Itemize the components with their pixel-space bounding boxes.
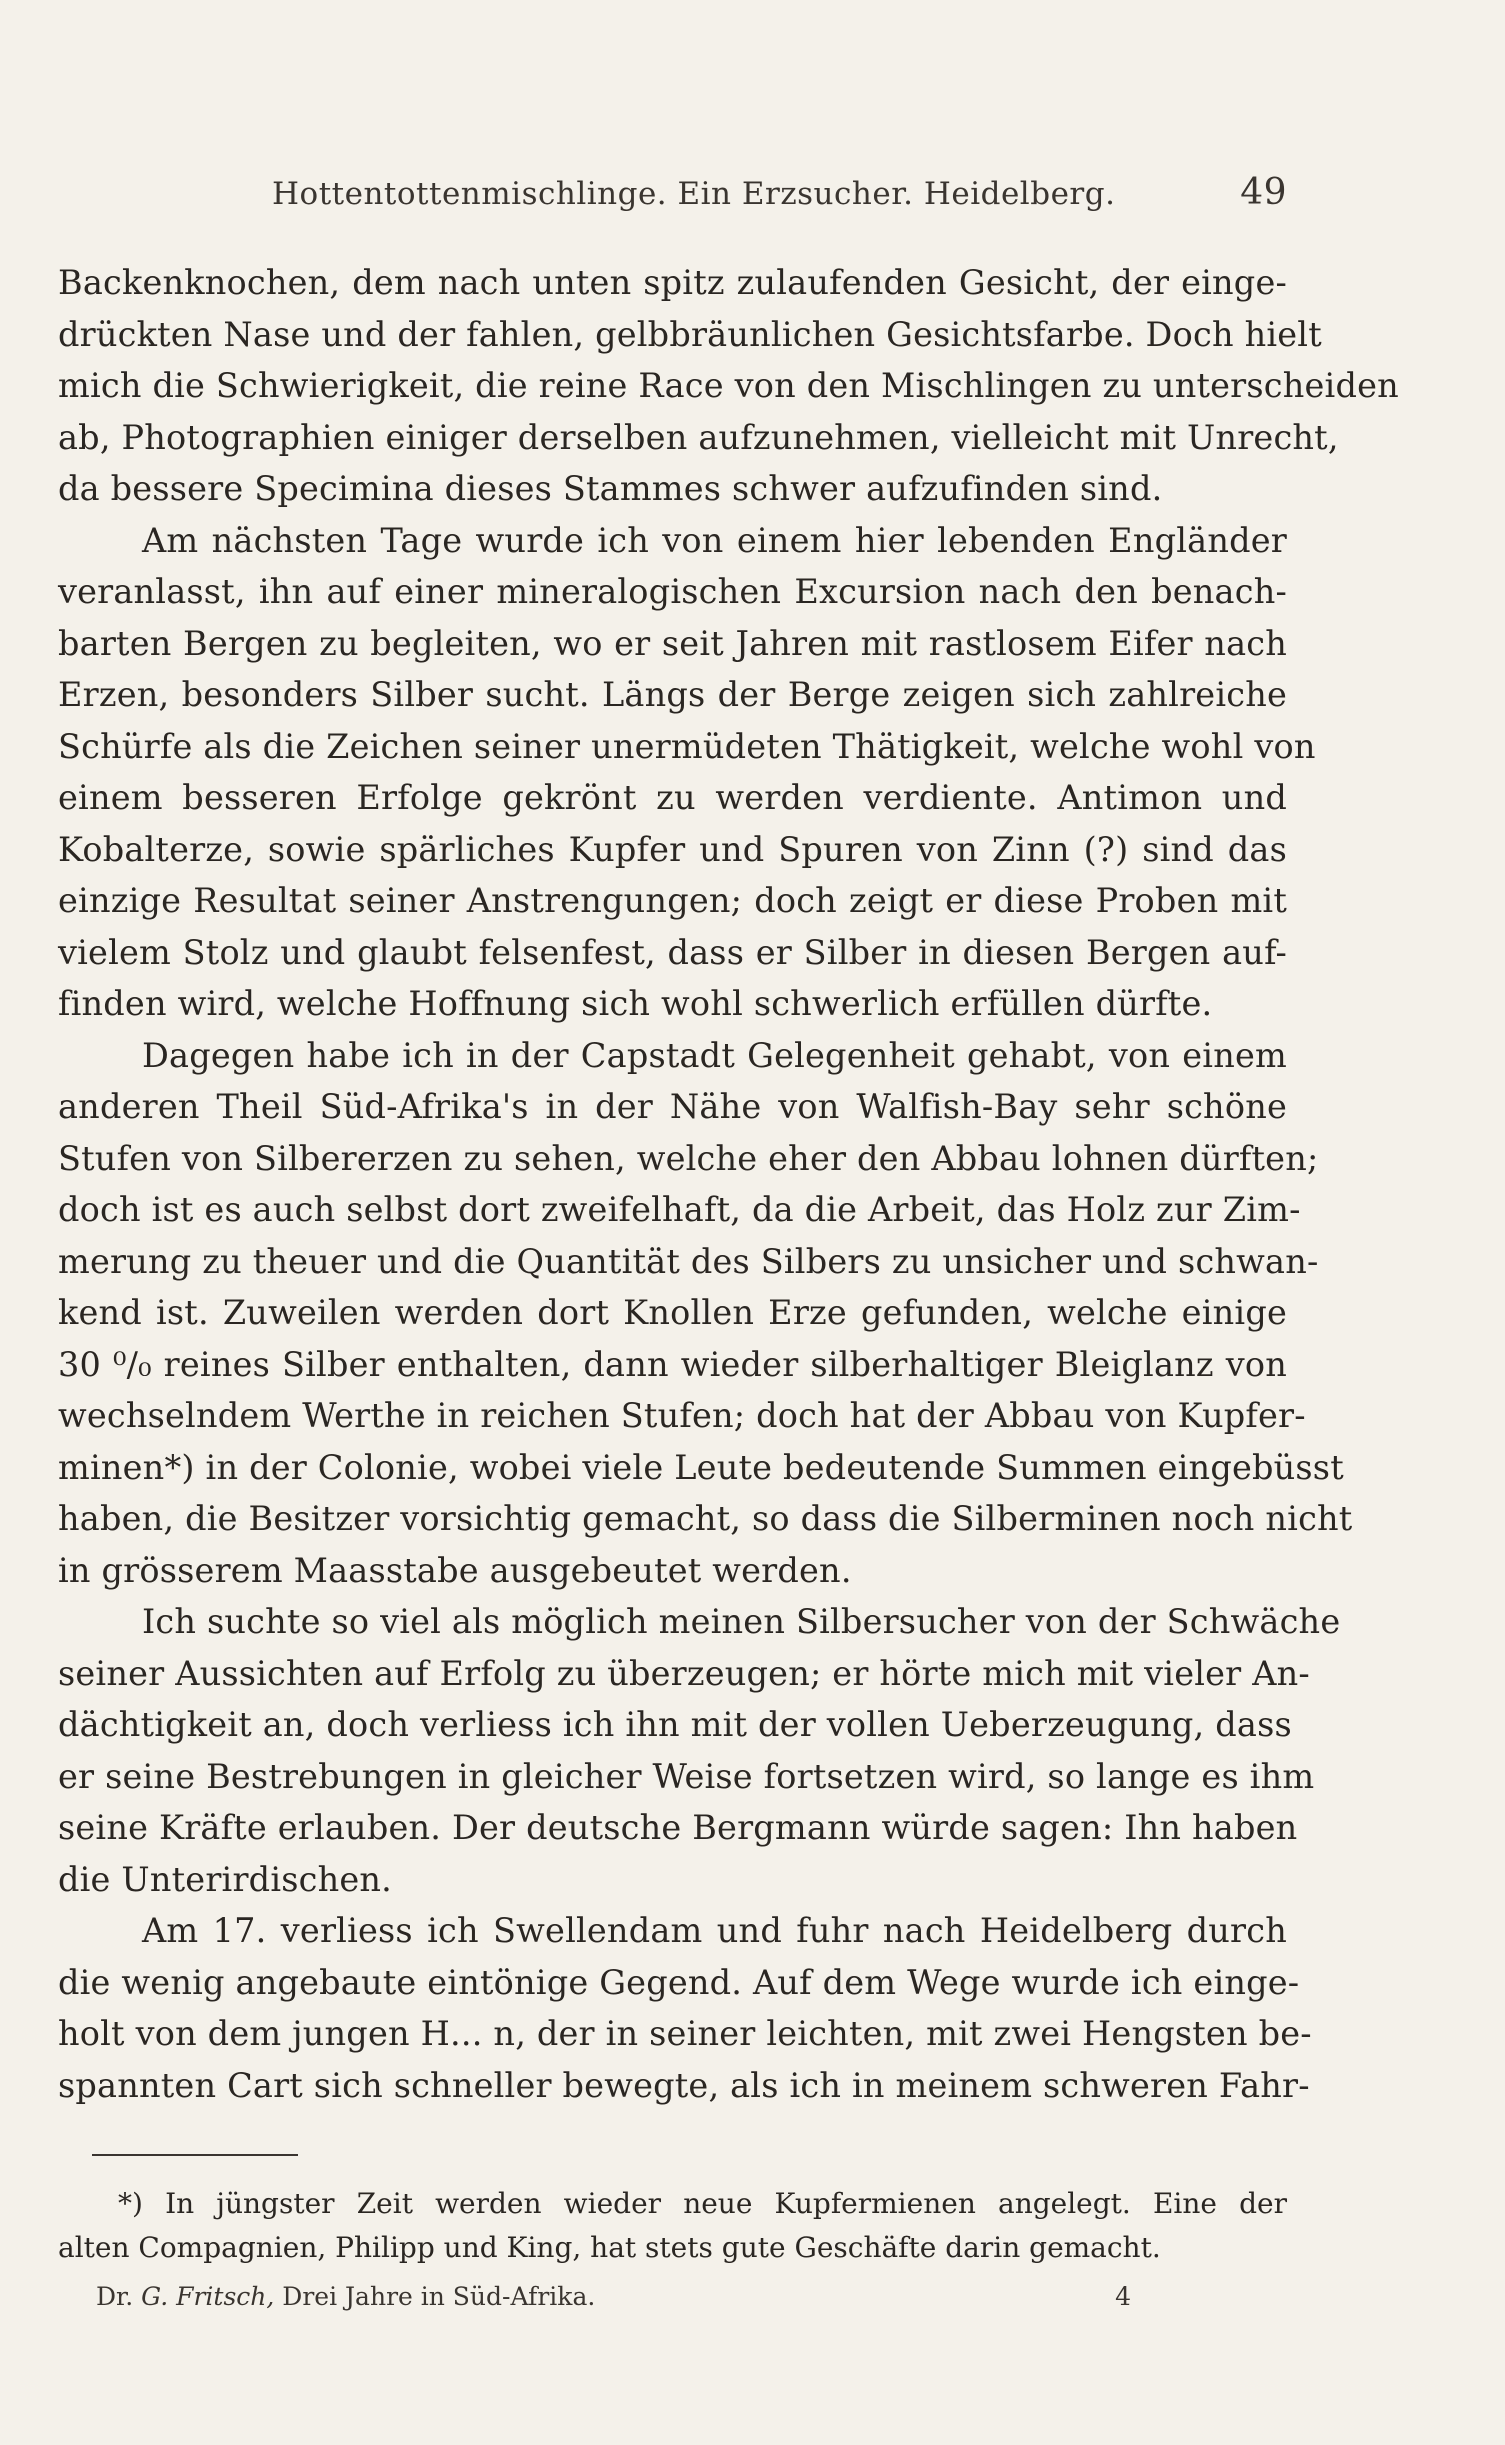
text-line: Stufen von Silbererzen zu sehen, welche eher den Abbau lohnen dürften;: [58, 1138, 1319, 1178]
text-line: Ich suchte so viel als möglich meinen Silbersucher von der Schwäche: [142, 1602, 1341, 1641]
printer-signature: [96, 2282, 1131, 2318]
text-line: vielem Stolz und glaubt felsenfest, dass er Silber in diesen Bergen auf-: [58, 932, 1287, 972]
text-line: da bessere Specimina dieses Stammes schwer aufzufinden sind.: [58, 469, 1163, 508]
footnote-line: alten Compagnien, Philipp und King, hat stets gute Geschäfte darin gemacht.: [58, 2231, 1161, 2264]
text-line: haben, die Besitzer vorsichtig gemacht, so dass die Silberminen noch nicht: [58, 1499, 1353, 1538]
body-text: [58, 257, 1399, 2111]
text-line: seiner Aussichten auf Erfolg zu überzeugen; er hörte mich mit vieler An-: [58, 1653, 1310, 1693]
text-line: drückten Nase und der fahlen, gelbbräunlichen Gesichtsfarbe. Doch hielt: [58, 314, 1322, 354]
text-line: finden wird, welche Hoffnung sich wohl schwerlich erfüllen dürfte.: [58, 984, 1213, 1023]
text-line: in grösserem Maasstabe ausgebeutet werden.: [58, 1550, 852, 1590]
text-line: Backenknochen, dem nach unten spitz zulaufenden Gesicht, der einge-: [58, 263, 1287, 302]
text-line: Erzen, besonders Silber sucht. Längs der Berge zeigen sich zahlreiche: [58, 675, 1287, 714]
running-head: [272, 172, 1287, 222]
text-line: ab, Photographien einiger derselben aufzunehmen, vielleicht mit Unrecht,: [58, 417, 1339, 457]
footnote-divider: [92, 2154, 298, 2156]
text-line: einem besseren Erfolge gekrönt zu werden verdiente. Antimon und: [58, 778, 1287, 817]
signature-text: [96, 2282, 595, 2311]
text-line: mich die Schwierigkeit, die reine Race von den Mischlingen zu unterscheiden: [58, 366, 1399, 405]
signature-book-title: Drei Jahre in Süd-Afrika.: [274, 2282, 596, 2311]
footnote: [58, 2182, 1287, 2270]
text-line: Am 17. verliess ich Swellendam und fuhr nach Heidelberg durch: [142, 1911, 1287, 1950]
text-line: Dagegen habe ich in der Capstadt Gelegenheit gehabt, von einem: [142, 1035, 1287, 1075]
text-line: minen*) in der Colonie, wobei viele Leute bedeutende Summen eingebüsst: [58, 1447, 1344, 1487]
page-number: 49: [1240, 172, 1287, 213]
text-line: wechselndem Werthe in reichen Stufen; doch hat der Abbau von Kupfer-: [58, 1396, 1306, 1435]
text-line: barten Bergen zu begleiten, wo er seit Jahren mit rastlosem Eifer nach: [58, 623, 1287, 663]
text-line: dächtigkeit an, doch verliess ich ihn mit der vollen Ueberzeugung, dass: [58, 1705, 1292, 1744]
text-line: kend ist. Zuweilen werden dort Knollen Erze gefunden, welche einige: [58, 1293, 1287, 1332]
signature-prefix: Dr.: [96, 2282, 142, 2311]
footnote-line: *) In jüngster Zeit werden wieder neue Kupfermienen angelegt. Eine der: [118, 2187, 1287, 2220]
text-line: Kobalterze, sowie spärliches Kupfer und Spuren von Zinn (?) sind das: [58, 829, 1287, 869]
text-line: holt von dem jungen H... n, der in seiner leichten, mit zwei Hengsten be-: [58, 2014, 1312, 2053]
text-line: Am nächsten Tage wurde ich von einem hier lebenden Engländer: [142, 520, 1287, 560]
text-line: 30 ⁰/₀ reines Silber enthalten, dann wieder silberhaltiger Bleiglanz von: [58, 1344, 1287, 1384]
text-line: spannten Cart sich schneller bewegte, als ich in meinem schweren Fahr-: [58, 2065, 1310, 2105]
text-line: einzige Resultat seiner Anstrengungen; doch zeigt er diese Proben mit: [58, 881, 1287, 920]
text-line: er seine Bestrebungen in gleicher Weise fortsetzen wird, so lange es ihm: [58, 1756, 1315, 1796]
signature-sheet-number: 4: [1115, 2282, 1131, 2311]
signature-author: G. Fritsch,: [141, 2282, 275, 2311]
text-line: die wenig angebaute eintönige Gegend. Auf dem Wege wurde ich einge-: [58, 1962, 1300, 2002]
text-line: doch ist es auch selbst dort zweifelhaft, da die Arbeit, das Holz zur Zim-: [58, 1190, 1301, 1229]
text-line: anderen Theil Süd-Afrika's in der Nähe von Walfish-Bay sehr schöne: [58, 1087, 1287, 1126]
text-line: merung zu theuer und die Quantität des Silbers zu unsicher und schwan-: [58, 1241, 1319, 1281]
running-title: Hottentottenmischlinge. Ein Erzsucher. Heidelberg.: [272, 176, 1116, 212]
text-line: Schürfe als die Zeichen seiner unermüdeten Thätigkeit, welche wohl von: [58, 726, 1316, 766]
text-line: veranlasst, ihn auf einer mineralogischen Excursion nach den benach-: [58, 572, 1287, 611]
text-line: seine Kräfte erlauben. Der deutsche Bergmann würde sagen: Ihn haben: [58, 1808, 1298, 1847]
text-line: die Unterirdischen.: [58, 1859, 393, 1899]
